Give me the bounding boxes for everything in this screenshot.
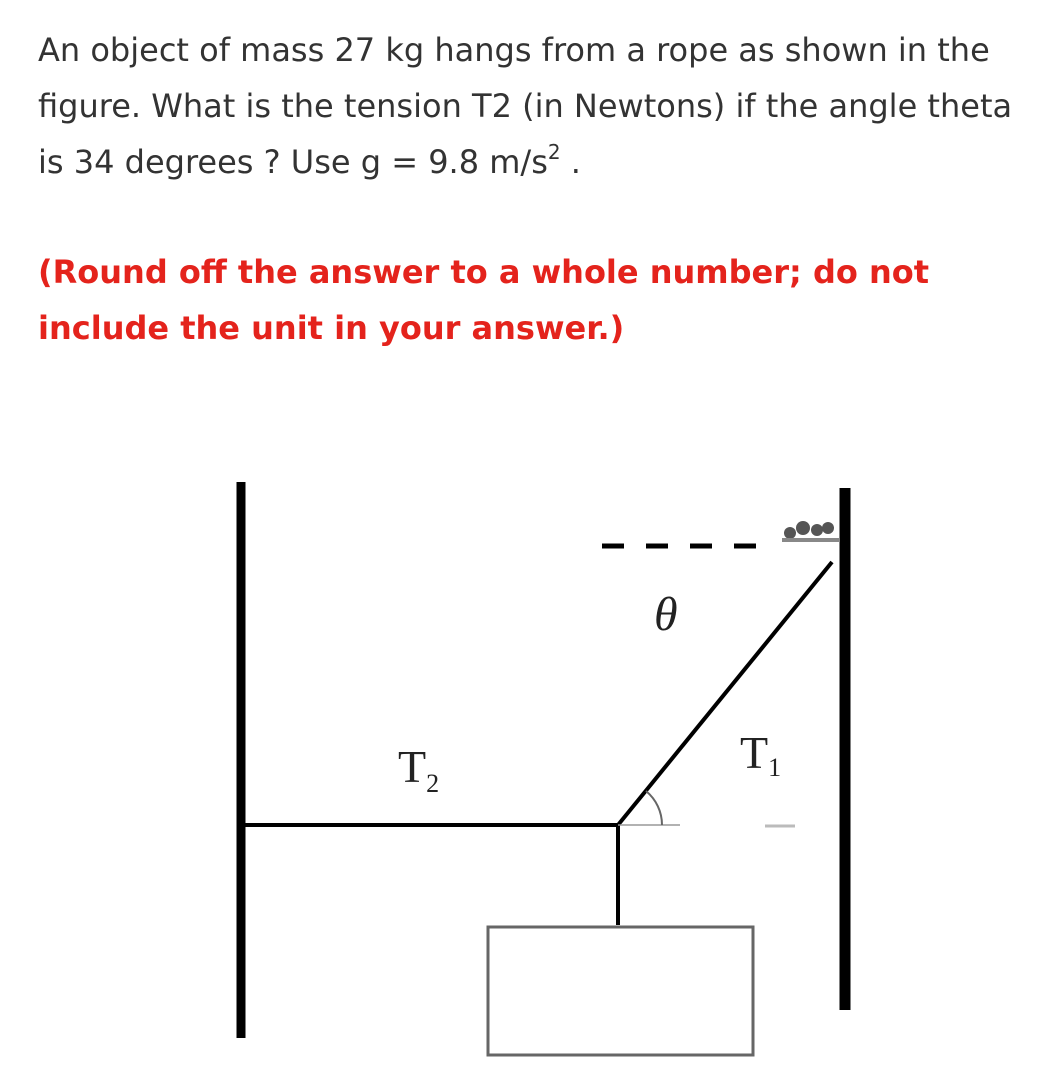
unit-exponent: 2 [547, 140, 561, 164]
question-text [38, 22, 1028, 190]
rounding-instruction: (Round off the answer to a whole number; do not include the unit in your answer.) [38, 253, 930, 347]
hanging-box [488, 927, 753, 1055]
t1-subscript: 1 [768, 753, 782, 782]
question-end: . [560, 143, 581, 181]
t1-letter: T [740, 727, 769, 778]
rope-t1 [618, 562, 832, 825]
question-body: An object of mass 27 kg hangs from a rope as shown in the figure. What is the tension T2 (in Newtons) if the angle theta is 34 degrees ? Use g = 9.8 m/s [38, 31, 1013, 181]
t2-subscript: 2 [426, 769, 440, 798]
t2-label [398, 741, 439, 798]
theta-label: θ [654, 588, 678, 641]
t2-letter: T [398, 741, 427, 792]
angle-arc [646, 791, 662, 825]
rope-tension-diagram [0, 470, 1046, 1070]
t1-label [740, 727, 781, 782]
attachment-point [784, 521, 834, 539]
